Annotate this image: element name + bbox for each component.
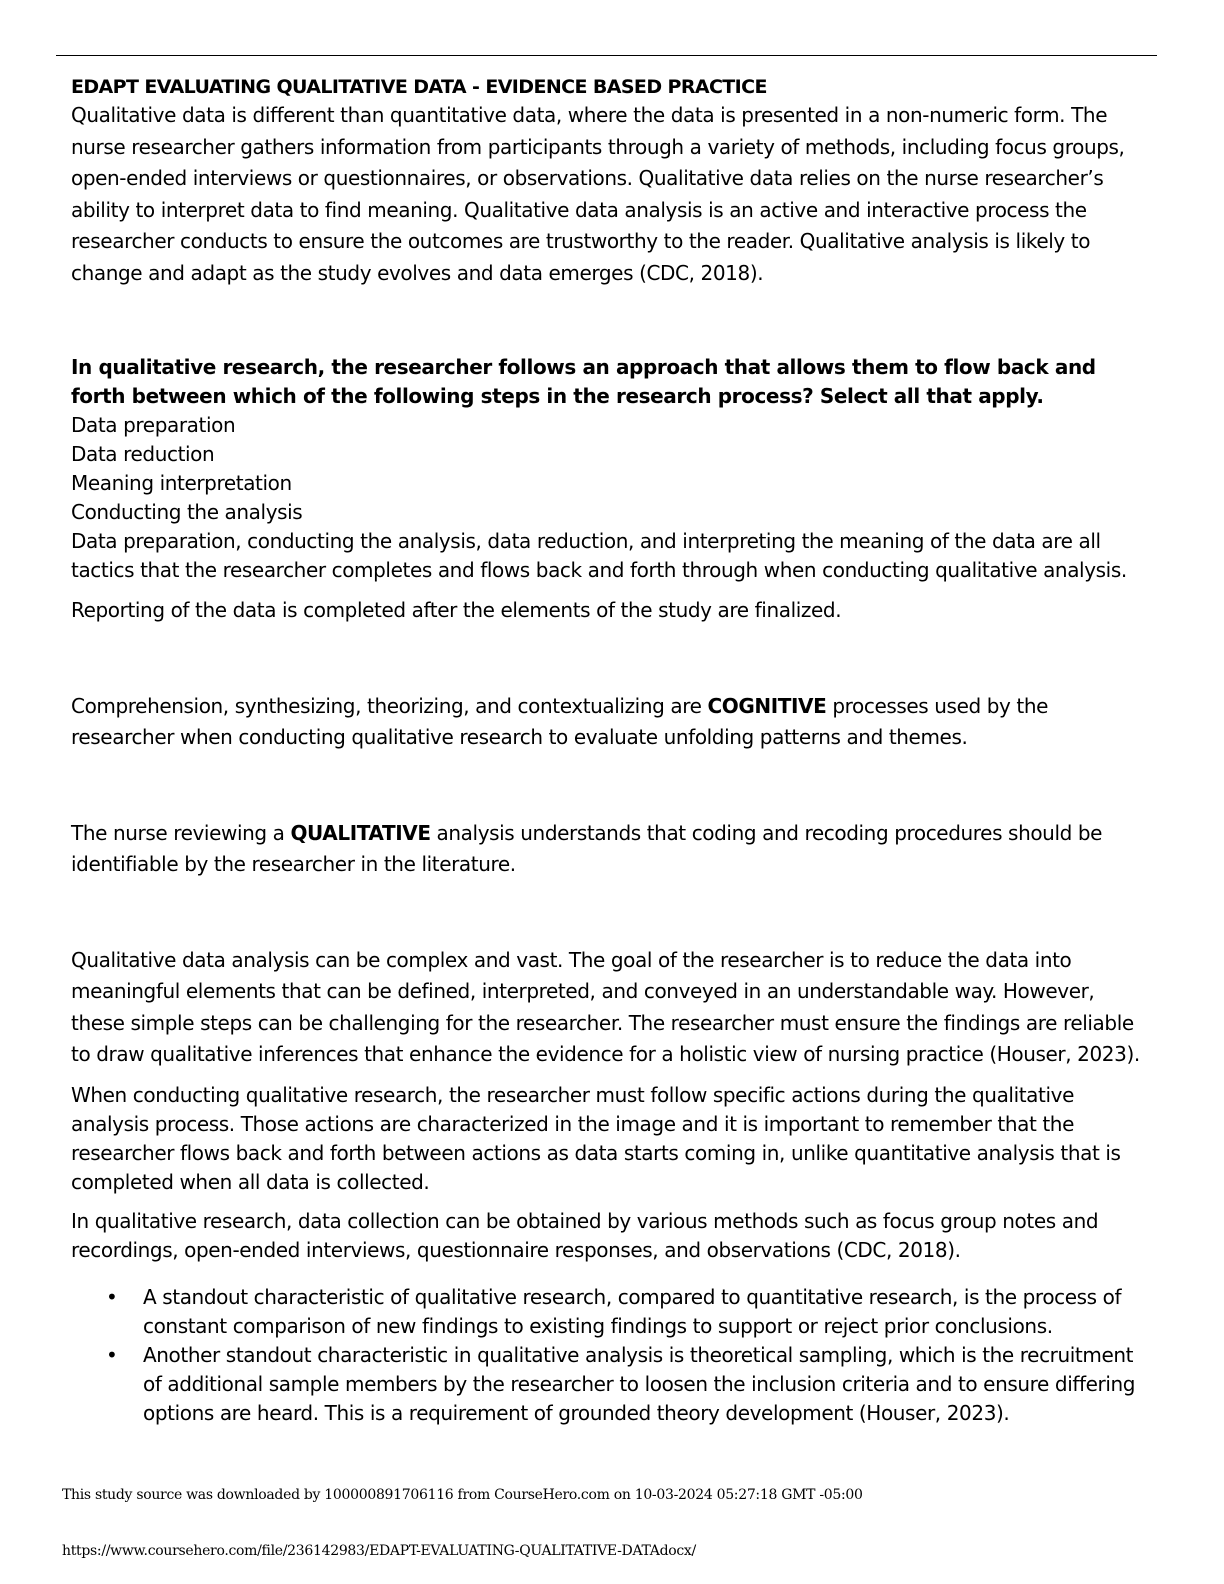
option-conducting-analysis: Conducting the analysis bbox=[71, 500, 303, 524]
reporting-note: Reporting of the data is completed after the elements of the study are finalized. bbox=[71, 598, 842, 622]
actions-paragraph: When conducting qualitative research, the researcher must follow specific actions during the qualitative analysis process. Those actions are characterized in the image and it is important to remember that the researcher flows back and forth between actions as data starts coming in, unlike quantitative analysis that is completed when all data is collected. bbox=[71, 1082, 1121, 1194]
source-url[interactable]: https://www.coursehero.com/file/236142983/EDAPT-EVALUATING-QUALITATIVE-DATAdocx/ bbox=[62, 1543, 696, 1559]
cognitive-text-after: processes used by the researcher when conducting qualitative research to evaluate unfolding patterns and themes. bbox=[71, 693, 1049, 749]
bullet-glyph: • bbox=[106, 1342, 118, 1367]
qualitative-emphasis: QUALITATIVE bbox=[290, 820, 431, 845]
bullet-text: Another standout characteristic in qualitative analysis is theoretical sampling, which is the recruitment of additional sample members by the researcher to loosen the inclusion criteria and to ensure differing options are heard. This is a requirement of grounded theory development (Houser, 2023). bbox=[143, 1342, 1136, 1425]
download-source-note: This study source was downloaded by 100000891706116 from CourseHero.com on 10-03-2024 05:27:18 GMT -05:00 bbox=[62, 1487, 863, 1503]
option-data-preparation: Data preparation bbox=[71, 413, 236, 437]
list-item bbox=[71, 1283, 1151, 1341]
option-meaning-interpretation: Meaning interpretation bbox=[71, 471, 292, 495]
answer-explanation: Data preparation, conducting the analysis, data reduction, and interpreting the meaning of the data are all tactics that the researcher completes and flows back and forth through when conducting qualitative analysis. bbox=[71, 529, 1127, 582]
qualitative-text-before: The nurse reviewing a bbox=[71, 820, 291, 845]
cognitive-text-before: Comprehension, synthesizing, theorizing, and contextualizing are bbox=[71, 693, 708, 718]
complexity-paragraph: Qualitative data analysis can be complex and vast. The goal of the researcher is to reduce the data into meaningful elements that can be defined, interpreted, and conveyed in an understandable way. However, these simple steps can be challenging for the researcher. The researcher must ensure the findings are reliable to draw qualitative inferences that enhance the evidence for a holistic view of nursing practice (Houser, 2023). bbox=[71, 947, 1140, 1066]
question-text: In qualitative research, the researcher follows an approach that allows them to flow back and forth between which of the following steps in the research process? Select all that apply. bbox=[71, 355, 1096, 408]
option-data-reduction: Data reduction bbox=[71, 442, 215, 466]
bullet-glyph: • bbox=[106, 1284, 118, 1309]
cognitive-paragraph bbox=[71, 691, 1151, 754]
intro-paragraph: Qualitative data is different than quantitative data, where the data is presented in a non-numeric form. The nurse researcher gathers information from participants through a variety of methods, including focus groups, open-ended interviews or questionnaires, or observations. Qualitative data relies on the nurse researcher’s ability to interpret data to find meaning. Qualitative data analysis is an active and interactive process the researcher conducts to ensure the outcomes are trustworthy to the reader. Qualitative analysis is likely to change and adapt as the study evolves and data emerges (CDC, 2018). bbox=[71, 103, 1125, 285]
qualitative-text-after: analysis understands that coding and recoding procedures should be identifiable by the researcher in the literature. bbox=[71, 820, 1103, 876]
qualitative-review-paragraph bbox=[71, 818, 1151, 881]
header-rule bbox=[56, 55, 1157, 56]
bullet-text: A standout characteristic of qualitative research, compared to quantitative research, is the process of constant comparison of new findings to existing findings to support or reject prior conclusions. bbox=[143, 1284, 1122, 1338]
cognitive-emphasis: COGNITIVE bbox=[707, 693, 827, 718]
characteristics-list bbox=[71, 1283, 1151, 1428]
collection-paragraph: In qualitative research, data collection can be obtained by various methods such as focus group notes and recordings, open-ended interviews, questionnaire responses, and observations (CDC, 2018). bbox=[71, 1208, 1099, 1262]
document-body bbox=[71, 74, 1151, 1428]
list-item bbox=[71, 1341, 1151, 1428]
document-title: EDAPT EVALUATING QUALITATIVE DATA - EVIDENCE BASED PRACTICE bbox=[71, 76, 767, 98]
